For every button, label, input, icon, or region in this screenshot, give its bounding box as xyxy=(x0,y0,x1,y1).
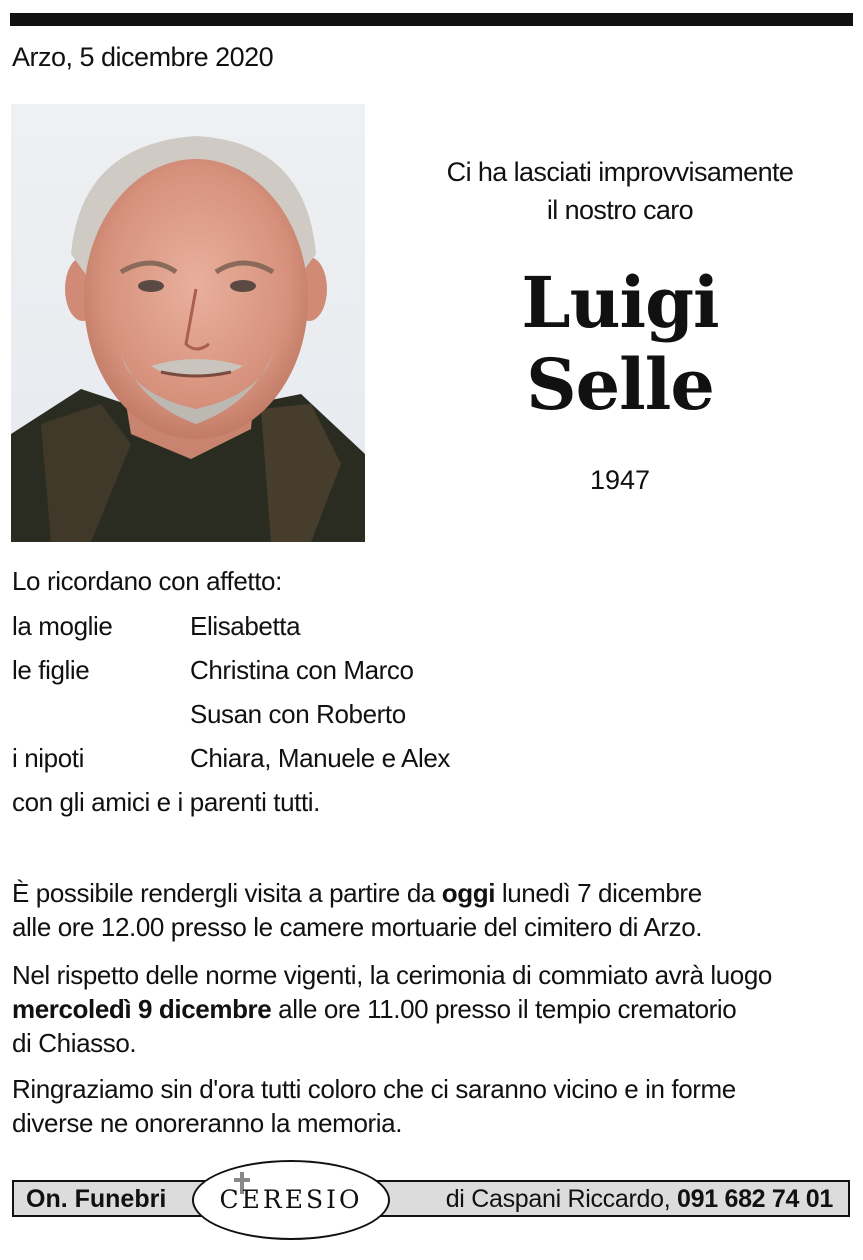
last-name: Selle xyxy=(526,343,714,426)
visit-text-cont: lunedì 7 dicembre xyxy=(495,878,702,908)
ceremony-bold-date: mercoledì 9 dicembre xyxy=(12,994,272,1024)
thanks-paragraph xyxy=(12,1072,857,1140)
ceremony-line-1: Nel rispetto delle norme vigenti, la cerimonia di commiato avrà luogo xyxy=(12,960,772,990)
intro-line-2: il nostro caro xyxy=(546,195,694,225)
visit-text: È possibile rendergli visita a partire da xyxy=(12,878,442,908)
portrait-photo xyxy=(11,104,365,542)
top-rule xyxy=(10,13,853,26)
thanks-line-2: diverse ne onoreranno la memoria. xyxy=(12,1108,403,1138)
relation-label: la moglie xyxy=(12,611,113,641)
thanks-line-1: Ringraziamo sin d'ora tutti coloro che ci saranno vicino e in forme xyxy=(12,1074,736,1104)
visit-line-2: alle ore 12.00 presso le camere mortuarie del cimitero di Arzo. xyxy=(12,912,703,942)
relation-names: Chiara, Manuele e Alex xyxy=(190,743,451,773)
visit-bold-day: oggi xyxy=(441,878,496,908)
ceremony-line-3: di Chiasso. xyxy=(12,1028,137,1058)
relation-names: Christina con Marco xyxy=(190,655,414,685)
footer-owner: di Caspani Riccardo, xyxy=(445,1185,678,1213)
relation-label: le figlie xyxy=(12,655,90,685)
visit-paragraph xyxy=(12,876,857,944)
relation-label: i nipoti xyxy=(12,743,84,773)
place-date: Arzo, 5 dicembre 2020 xyxy=(12,42,274,72)
ceresio-logo-text: CERESIO xyxy=(219,1185,363,1214)
relation-names: Elisabetta xyxy=(190,611,301,641)
mourners-closing: con gli amici e i parenti tutti. xyxy=(12,787,321,817)
footer-phone: 091 682 74 01 xyxy=(677,1185,833,1213)
ceremony-paragraph xyxy=(12,958,857,1060)
footer-contact xyxy=(446,1181,833,1218)
intro-line-1: Ci ha lasciati improvvisamente xyxy=(446,157,794,187)
birth-year: 1947 xyxy=(589,465,651,495)
relation-names: Susan con Roberto xyxy=(190,699,406,729)
first-name: Luigi xyxy=(521,261,719,344)
mourners-heading: Lo ricordano con affetto: xyxy=(12,566,282,596)
footer-funeral-label: On. Funebri xyxy=(26,1185,167,1213)
ceremony-text: alle ore 11.00 presso il tempio crematorio xyxy=(271,994,737,1024)
